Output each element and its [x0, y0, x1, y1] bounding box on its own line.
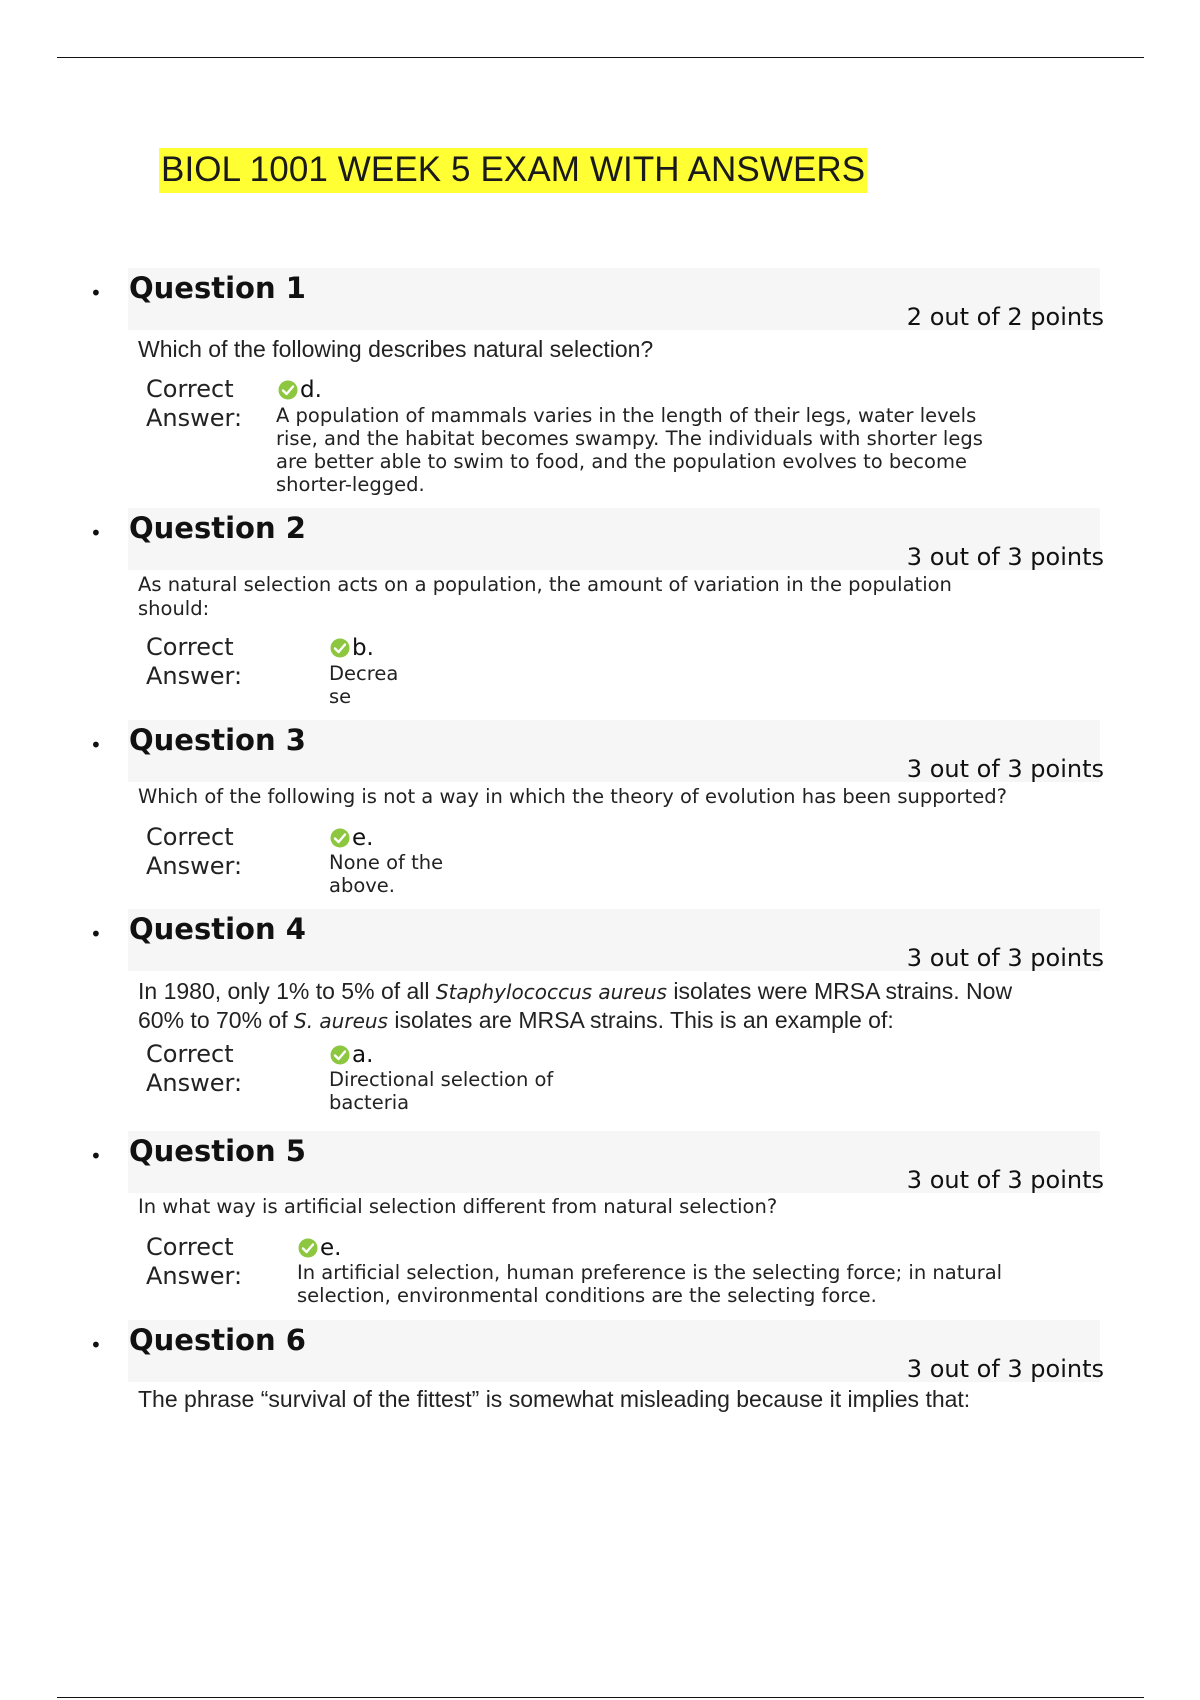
- question-text: Which of the following describes natural selection?: [138, 336, 654, 362]
- question-points: 3 out of 3 points: [906, 944, 1104, 972]
- question-title: Question 2: [129, 511, 306, 545]
- check-icon: [330, 638, 350, 658]
- bullet-icon: •: [90, 521, 102, 545]
- check-icon: [298, 1238, 318, 1258]
- page-title: BIOL 1001 WEEK 5 EXAM WITH ANSWERS: [159, 148, 867, 193]
- bullet-icon: •: [90, 922, 102, 946]
- check-icon: [278, 380, 298, 400]
- answer-letter: e.: [330, 825, 373, 851]
- question-text: As natural selection acts on a population, the amount of variation in the population should:: [138, 573, 952, 620]
- answer-text: None of the above.: [329, 851, 444, 897]
- correct-answer-label: Correct Answer:: [146, 633, 243, 690]
- question-text: Which of the following is not a way in which the theory of evolution has been supported?: [138, 785, 1007, 808]
- answer-letter: d.: [278, 377, 322, 403]
- answer-text: A population of mammals varies in the length of their legs, water levels rise, and the habitat becomes swampy. The individuals with shorter legs are better able to swim to food, and the population evolves to become shorter-legged.: [276, 404, 983, 496]
- correct-answer-label: Correct Answer:: [146, 375, 243, 432]
- question-points: 3 out of 3 points: [906, 755, 1104, 783]
- question-text: In 1980, only 1% to 5% of all Staphylococcus aureus isolates were MRSA strains. Now 60% to 70% of S. aureus isolates are MRSA strains. This is an example of:: [138, 978, 1013, 1033]
- question-title: Question 1: [129, 271, 306, 305]
- question-points: 3 out of 3 points: [906, 1355, 1104, 1383]
- top-rule: [57, 57, 1144, 58]
- check-icon: [330, 828, 350, 848]
- question-points: 3 out of 3 points: [906, 543, 1104, 571]
- answer-text: In artificial selection, human preference is the selecting force; in natural selection, environmental conditions are the selecting force.: [297, 1261, 1003, 1307]
- answer-text: Directional selection of bacteria: [329, 1068, 554, 1114]
- correct-answer-label: Correct Answer:: [146, 1233, 243, 1290]
- question-points: 3 out of 3 points: [906, 1166, 1104, 1194]
- bullet-icon: •: [90, 733, 102, 757]
- bottom-rule: [57, 1697, 1144, 1698]
- answer-letter: a.: [330, 1042, 373, 1068]
- bullet-icon: •: [90, 1144, 102, 1168]
- correct-answer-label: Correct Answer:: [146, 823, 243, 880]
- answer-text: Decrea se: [329, 662, 399, 708]
- correct-answer-label: Correct Answer:: [146, 1040, 243, 1097]
- check-icon: [330, 1045, 350, 1065]
- question-title: Question 3: [129, 723, 306, 757]
- question-title: Question 6: [129, 1323, 306, 1357]
- question-title: Question 4: [129, 912, 306, 946]
- question-points: 2 out of 2 points: [906, 303, 1104, 331]
- question-title: Question 5: [129, 1134, 306, 1168]
- answer-letter: b.: [330, 635, 374, 661]
- question-text: The phrase “survival of the fittest” is somewhat misleading because it implies that:: [138, 1386, 971, 1412]
- bullet-icon: •: [90, 281, 102, 305]
- bullet-icon: •: [90, 1333, 102, 1357]
- answer-letter: e.: [298, 1235, 341, 1261]
- question-text: In what way is artificial selection different from natural selection?: [138, 1195, 778, 1218]
